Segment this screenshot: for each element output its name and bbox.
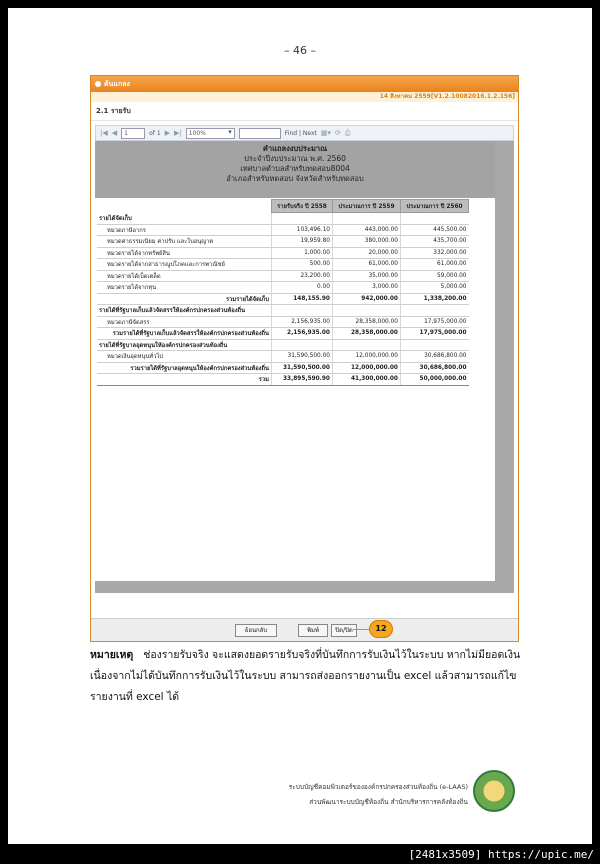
back-button[interactable]: ย้อนกลับ — [235, 624, 277, 637]
find-next-link[interactable]: Find | Next — [284, 129, 317, 137]
export-icon[interactable]: ▦▾ — [320, 129, 332, 137]
row-value: 31,590,500.00 — [272, 362, 333, 374]
row-label: รวมรายได้ที่รัฐบาลเก็บแล้วจัดสรรให้องค์กรปกครองส่วนท้องถิ่น — [97, 328, 272, 340]
row-label: รายได้ที่รัฐบาลเก็บแล้วจัดสรรให้องค์กรปกครองส่วนท้องถิ่น — [97, 305, 272, 317]
row-value: 1,338,200.00 — [400, 293, 468, 305]
footer — [258, 780, 468, 810]
note-label: หมายเหตุ — [90, 649, 134, 661]
column-header — [97, 200, 272, 213]
footer-line-2: ส่วนพัฒนาระบบบัญชีท้องถิ่น สำนักบริหารการคลังท้องถิ่น — [309, 798, 468, 806]
row-value: 103,496.10 — [272, 224, 333, 236]
row-label: รายได้จัดเก็บ — [97, 213, 272, 225]
row-value: 23,200.00 — [272, 270, 333, 282]
print-icon[interactable]: ⎙ — [344, 128, 351, 137]
watermark: [2481x3509] https://upic.me/ — [403, 846, 600, 864]
row-value: 17,975,000.00 — [400, 328, 468, 340]
document-page — [8, 8, 592, 844]
report-municipality: เทศบาลตำบลสำหรับทดสอบ8004 — [240, 164, 350, 173]
row-value: 30,686,800.00 — [400, 351, 468, 363]
row-value — [332, 213, 400, 225]
next-page-icon[interactable]: ▶ — [164, 129, 171, 137]
version-label: 14 สิงหาคม 2559[V1.2.10082016.1.2.156] — [91, 92, 518, 102]
window-title-bar — [91, 76, 518, 92]
row-label: รายได้ที่รัฐบาลอุดหนุนให้องค์กรปกครองส่วนท้องถิ่น — [97, 339, 272, 351]
callout-line — [353, 629, 370, 630]
table-row — [97, 224, 469, 236]
row-value: 2,156,935.00 — [272, 328, 333, 340]
row-label: หมวดรายได้จากทุน — [97, 282, 272, 294]
note-paragraph — [90, 645, 530, 708]
note-text: ช่องรายรับจริง จะแสดงยอดรายรับจริงที่บันทึกการรับเงินไว้ในระบบ หากไม่มียอดเงิน เนื่องจากไม่ได้บันทึกการรับเงินไว้ในระบบ สามารถส่งออกรายงานเป็น excel แล้วสามารถแก้ไขรายงานที่ excel ได้ — [90, 649, 521, 703]
table-row — [97, 213, 469, 225]
app-window — [90, 75, 519, 642]
row-value — [400, 213, 468, 225]
row-value: 443,000.00 — [332, 224, 400, 236]
row-value — [272, 339, 333, 351]
window-title: ค้นแกลง — [104, 80, 130, 88]
row-value — [332, 305, 400, 317]
row-value: 33,895,590.90 — [272, 374, 333, 386]
row-value: 20,000.00 — [332, 247, 400, 259]
row-value: 12,000,000.00 — [332, 351, 400, 363]
table-row — [97, 247, 469, 259]
report-fiscal-year: ประจำปีงบประมาณ พ.ศ. 2560 — [244, 154, 346, 163]
footer-line-1: ระบบบัญชีคอมพิวเตอร์ขององค์กรปกครองส่วนท้องถิ่น (e-LAAS) — [288, 783, 468, 791]
department-logo-icon — [473, 770, 515, 812]
row-label: หมวดเงินอุดหนุนทั่วไป — [97, 351, 272, 363]
row-value: 5,000.00 — [400, 282, 468, 294]
first-page-icon[interactable]: |◀ — [100, 129, 108, 137]
row-label: หมวดภาษีอากร — [97, 224, 272, 236]
row-label: หมวดรายได้จากสาธารณูปโภคและการพาณิชย์ — [97, 259, 272, 271]
row-label: หมวดรายได้เบ็ดเตล็ด — [97, 270, 272, 282]
revenue-table — [97, 199, 469, 386]
table-row — [97, 236, 469, 248]
report-header — [95, 141, 495, 198]
table-row — [97, 293, 469, 305]
table-row — [97, 270, 469, 282]
row-label: หมวดรายได้จากทรัพย์สิน — [97, 247, 272, 259]
row-value: 12,000,000.00 — [332, 362, 400, 374]
report-viewer[interactable] — [95, 141, 514, 593]
table-row — [97, 339, 469, 351]
page-input[interactable]: 1 — [121, 128, 145, 139]
row-value — [272, 213, 333, 225]
prev-page-icon[interactable]: ◀ — [111, 129, 118, 137]
table-row — [97, 259, 469, 271]
column-header: ประมาณการ ปี 2560 — [400, 200, 468, 213]
report-district: อำเภอสำหรับทดสอบ จังหวัดสำหรับทดสอบ — [226, 174, 364, 183]
row-value: 17,975,000.00 — [400, 316, 468, 328]
row-value: 380,000.00 — [332, 236, 400, 248]
table-header-row — [97, 200, 469, 213]
table-row — [97, 305, 469, 317]
table-row — [97, 362, 469, 374]
table-row — [97, 282, 469, 294]
column-header: รายรับจริง ปี 2558 — [272, 200, 333, 213]
bullet-icon — [95, 81, 101, 87]
row-value: 28,358,000.00 — [332, 316, 400, 328]
row-value: 61,000.00 — [400, 259, 468, 271]
page-number: – 46 – — [284, 44, 316, 57]
row-label: หมวดภาษีจัดสรร — [97, 316, 272, 328]
row-value — [400, 305, 468, 317]
report-title: คำแถลงงบประมาณ — [262, 144, 328, 153]
page-count: of 1 — [149, 129, 161, 137]
row-label: รวมรายได้ที่รัฐบาลอุดหนุนให้องค์กรปกครองส่วนท้องถิ่น — [97, 362, 272, 374]
close-button[interactable]: ปิด/ปิด — [331, 624, 357, 637]
report-toolbar — [95, 125, 514, 141]
row-value — [400, 339, 468, 351]
row-value: 445,500.00 — [400, 224, 468, 236]
row-value: 2,156,935.00 — [272, 316, 333, 328]
row-value — [272, 305, 333, 317]
table-row — [97, 316, 469, 328]
row-value: 148,155.90 — [272, 293, 333, 305]
button-bar — [91, 618, 518, 641]
row-value: 28,358,000.00 — [332, 328, 400, 340]
row-value: 500.00 — [272, 259, 333, 271]
row-value: 35,000.00 — [332, 270, 400, 282]
row-value: 0.00 — [272, 282, 333, 294]
row-value — [332, 339, 400, 351]
row-value: 31,590,500.00 — [272, 351, 333, 363]
callout-badge: 12 — [369, 620, 393, 638]
row-value: 61,000.00 — [332, 259, 400, 271]
row-value: 332,000.00 — [400, 247, 468, 259]
row-value: 435,700.00 — [400, 236, 468, 248]
row-value: 3,000.00 — [332, 282, 400, 294]
row-value: 942,000.00 — [332, 293, 400, 305]
section-title: 2.1 รายรับ — [91, 102, 518, 121]
row-value: 1,000.00 — [272, 247, 333, 259]
print-button[interactable]: พิมพ์ — [298, 624, 328, 637]
row-value: 30,686,800.00 — [400, 362, 468, 374]
last-page-icon[interactable]: ▶| — [174, 129, 182, 137]
row-value: 59,000.00 — [400, 270, 468, 282]
find-input[interactable] — [239, 128, 281, 139]
zoom-select[interactable]: 100% ▾ — [186, 128, 235, 139]
table-row — [97, 374, 469, 386]
refresh-icon[interactable]: ⟳ — [335, 129, 341, 137]
row-label: รวมรายได้จัดเก็บ — [97, 293, 272, 305]
row-value: 50,000,000.00 — [400, 374, 468, 386]
table-row — [97, 351, 469, 363]
row-label: รวม — [97, 374, 272, 386]
row-value: 41,300,000.00 — [332, 374, 400, 386]
column-header: ประมาณการ ปี 2559 — [332, 200, 400, 213]
row-value: 19,959.80 — [272, 236, 333, 248]
report-page — [95, 141, 495, 581]
table-row — [97, 328, 469, 340]
row-label: หมวดค่าธรรมเนียม ค่าปรับ และใบอนุญาต — [97, 236, 272, 248]
